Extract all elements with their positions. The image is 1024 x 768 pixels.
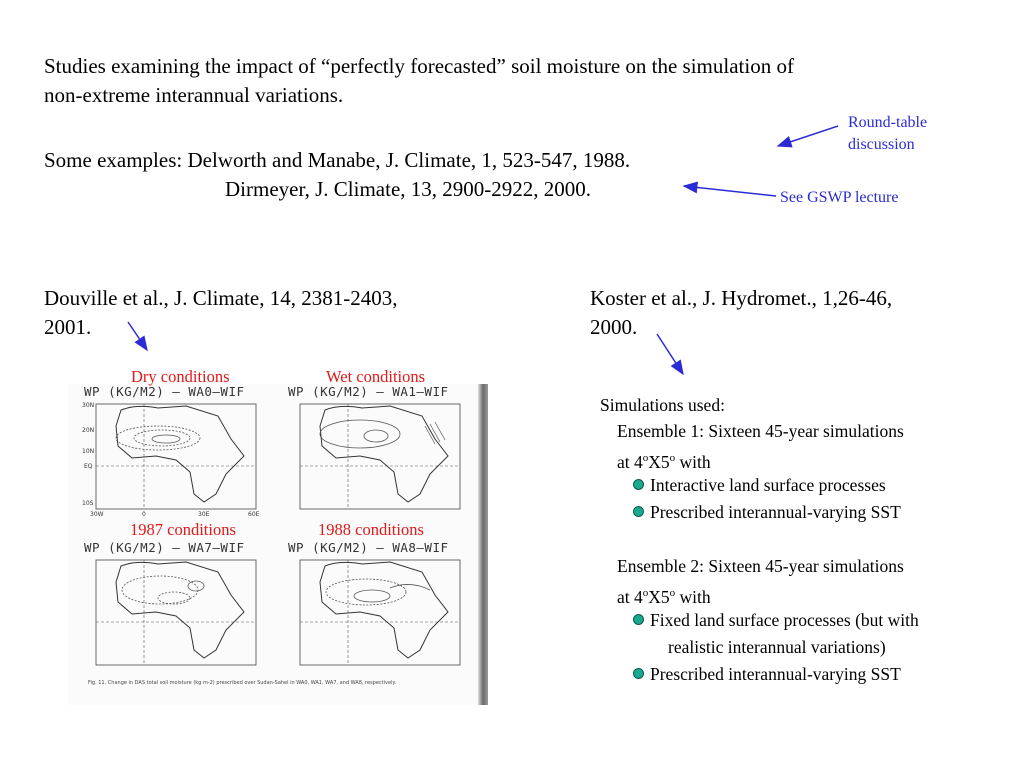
intro-line-1: Studies examining the impact of “perfectly forecasted” soil moisture on the simulation of bbox=[44, 54, 794, 78]
conditions-1987-label: 1987 conditions bbox=[130, 520, 236, 539]
text-part: with bbox=[675, 451, 711, 472]
bullet-icon bbox=[633, 668, 644, 679]
lon-tick: 30W bbox=[90, 511, 104, 518]
ensemble1-line-1: Ensemble 1: Sixteen 45-year simulations bbox=[617, 421, 904, 441]
figure-edge-shadow bbox=[478, 384, 488, 705]
koster-line-2: 2000. bbox=[590, 315, 638, 339]
wet-conditions-label: Wet conditions bbox=[326, 367, 426, 386]
panel-map bbox=[76, 384, 261, 519]
degree-sup: o bbox=[669, 587, 676, 599]
koster-reference bbox=[590, 284, 892, 342]
douville-line-1: Douville et al., J. Climate, 14, 2381-2403, bbox=[44, 286, 398, 310]
roundtable-line-1: Round-table bbox=[848, 114, 928, 131]
panel-wa1 bbox=[280, 384, 465, 519]
intro-line-2: non-extreme interannual variations. bbox=[44, 83, 344, 107]
conditions-1988-label: 1988 conditions bbox=[318, 520, 424, 539]
lat-tick: 10N bbox=[82, 448, 95, 455]
ensemble2-bullet-2 bbox=[633, 661, 901, 688]
koster-line-1: Koster et al., J. Hydromet., 1,26-46, bbox=[590, 286, 893, 310]
panel-title: WP (KG/M2) – WA8–WIF bbox=[288, 540, 449, 555]
text-part: X5 bbox=[648, 586, 670, 607]
figure-caption: Fig. 11. Change in DAS total soil moisture (kg m-2) prescribed over Sudan-Sahel in WA0, WA1, WA7, and WA8, respectively. bbox=[88, 680, 397, 686]
text-part: at 4 bbox=[617, 586, 643, 607]
panel-wa0 bbox=[76, 384, 261, 519]
ensemble2-bullet-1-cont: realistic interannual variations) bbox=[668, 637, 886, 657]
text-part: X5 bbox=[648, 451, 670, 472]
panel-wa8 bbox=[280, 540, 465, 675]
panel-wa7 bbox=[76, 540, 261, 675]
arrow-roundtable bbox=[778, 126, 838, 146]
panel-map bbox=[76, 540, 261, 675]
panel-title: WP (KG/M2) – WA0–WIF bbox=[84, 384, 245, 399]
douville-line-2: 2001. bbox=[44, 315, 92, 339]
panel-title: WP (KG/M2) – WA7–WIF bbox=[84, 540, 245, 555]
lat-tick: EQ bbox=[84, 463, 93, 470]
ensemble1-bullet-2 bbox=[633, 499, 901, 526]
text-part: with bbox=[675, 586, 711, 607]
bullet-text: Interactive land surface processes bbox=[650, 475, 886, 495]
lon-tick: 30E bbox=[198, 511, 210, 518]
bullet-text: Prescribed interannual-varying SST bbox=[650, 664, 901, 684]
panel-map bbox=[280, 540, 465, 675]
douville-reference bbox=[44, 284, 397, 342]
arrow-gswp bbox=[684, 186, 776, 196]
examples-line-1: Some examples: Delworth and Manabe, J. Climate, 1, 523-547, 1988. bbox=[44, 148, 631, 172]
lat-tick: 20N bbox=[82, 427, 95, 434]
text-part: at 4 bbox=[617, 451, 643, 472]
bullet-icon bbox=[633, 506, 644, 517]
soil-moisture-figure bbox=[68, 384, 488, 705]
bullet-icon bbox=[633, 614, 644, 625]
bullet-text: Prescribed interannual-varying SST bbox=[650, 502, 901, 522]
examples-line-2: Dirmeyer, J. Climate, 13, 2900-2922, 2000. bbox=[225, 177, 592, 201]
ensemble2-bullet-1 bbox=[633, 607, 919, 634]
bullet-icon bbox=[633, 479, 644, 490]
degree-sup: o bbox=[669, 452, 676, 464]
lon-tick: 0 bbox=[142, 511, 146, 518]
bullet-text: Fixed land surface processes (but with bbox=[650, 610, 919, 630]
ensemble1-bullet-1 bbox=[633, 472, 886, 499]
simulations-heading: Simulations used: bbox=[600, 395, 725, 415]
ensemble2-line-1: Ensemble 2: Sixteen 45-year simulations bbox=[617, 556, 904, 576]
dry-conditions-label: Dry conditions bbox=[131, 367, 230, 386]
lat-tick: 10S bbox=[82, 500, 94, 507]
panel-title: WP (KG/M2) – WA1–WIF bbox=[288, 384, 449, 399]
gswp-note: See GSWP lecture bbox=[780, 189, 899, 206]
lon-tick: 60E bbox=[248, 511, 260, 518]
degree-sup: o bbox=[642, 587, 649, 599]
panel-map bbox=[280, 384, 465, 519]
roundtable-line-2: discussion bbox=[848, 136, 915, 153]
lat-tick: 30N bbox=[82, 402, 95, 409]
degree-sup: o bbox=[642, 452, 649, 464]
